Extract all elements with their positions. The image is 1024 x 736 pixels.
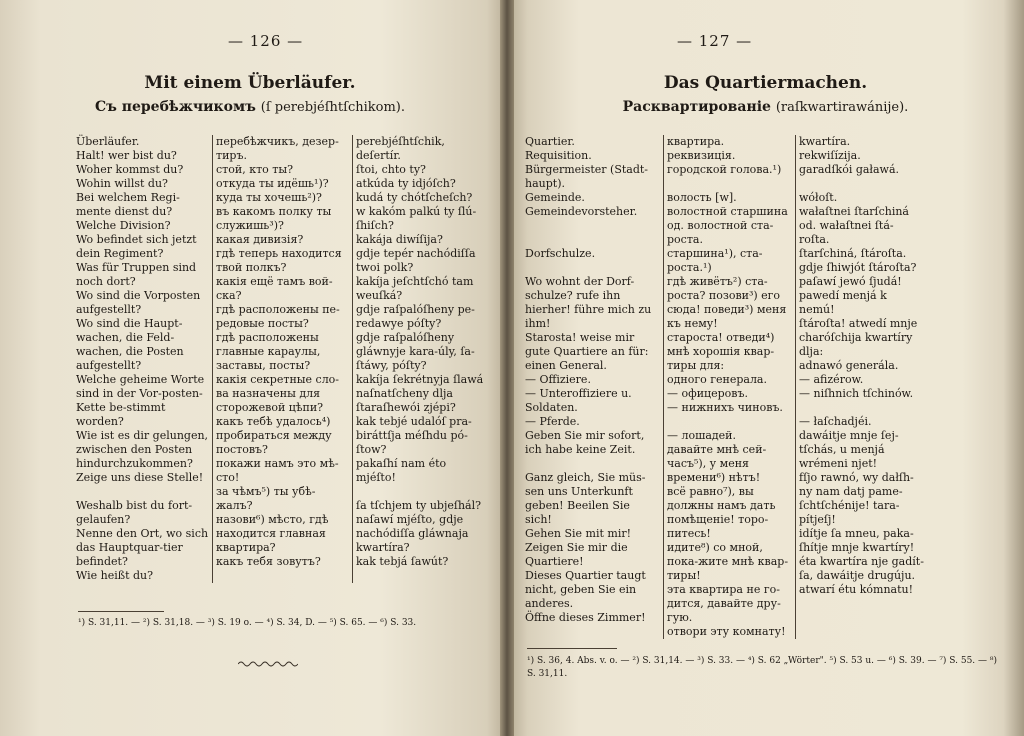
phrase-entry: kak tebjé udalóſ pra-biráttſja méſhdu pó-ſtow? [356,415,472,456]
footnote-rule [527,648,617,649]
phrase-entry: волость [w]. [667,191,737,204]
page-number: — 127 — [677,32,753,50]
phrase-entry: w kakóm palkú ty ſlú-ſhiſch? [356,205,477,232]
phrase-entry: всё равно⁷), вы должны намъ дать помѣщеніе! торо-питесь! [667,485,776,540]
phrase-entry [799,177,924,191]
phrase-entry: Was für Truppen sind noch dort? [76,261,197,288]
phrase-entry: Halt! wer bist du? [76,149,177,162]
phrase-entry [525,261,660,275]
phrase-entry [667,415,792,429]
phrase-entry: давайте мнѣ сей-часъ⁵), у меня времени⁶) нѣтъ! [667,443,767,484]
footnotes: ¹) S. 31,11. — ²) S. 31,18. — ³) S. 19 o. — ⁴) S. 34, D. — ⁵) S. 65. — ⁶) S. 33. [78,618,417,628]
phrase-entry: идите⁸) со мной, пока-жите мнѣ квар-тиры! [667,541,789,582]
phrase-entry: gdje raſpalóſheny gláwnyje kara-úly, ſa-ſtáwy, póſty? [356,331,475,372]
phrase-entry: Woher kommst du? [76,163,184,176]
phrase-entry: старшина¹), ста-роста.¹) [667,247,763,274]
phrase-entry: откуда ты идёшь¹)? [216,177,329,190]
phrase-entry: какія ещё тамъ вой-ска? [216,275,333,302]
phrase-entry: волостной старшина од. волостной ста-роста. [667,205,788,246]
phrase-entry: Dieses Quartier taugt nicht, geben Sie ein anderes. [525,569,646,610]
phrase-entry: какая дивизія? [216,233,304,246]
ornament-squiggle [238,660,298,668]
phrase-entry: отвори эту комнату! [667,625,786,638]
phrase-entry: gdje tepér nachódiſſa twoi polk? [356,247,476,274]
phrase-entry: покажи намъ это мѣ-сто! [216,457,339,484]
phrase-entry: одного генерала. [667,373,767,386]
phrase-entry: adnawó generála. [799,359,899,372]
phrase-entry: — Pferde. [525,415,580,428]
phrase-entry [525,233,660,247]
subtitle-translit: (raſkwartirawánije). [775,100,909,115]
phrase-entry: fſjo rawnó, wy dałſh-ny nam datj pame-ſchtſchénije! tara-pítjeſj! [799,471,914,526]
phrase-entry: kudá ty chótſcheſch? [356,191,473,204]
phrase-entry: Geben Sie mir sofort, ich habe keine Zeit. [525,429,645,456]
subtitle-translit: (ſ perebjéſhtſchikom). [260,100,406,115]
phrase-entry: dawáitje mnje ſej-tſchás, u menjá wrémeni njet! [799,429,899,470]
phrase-entry: atkúda ty idjóſch? [356,177,456,190]
phrase-entry: wółoſt. [799,191,838,204]
german-column [525,135,663,639]
phrase-entry: Wo sind die Vorposten aufgestellt? [76,289,201,316]
phrase-entry: Wohin willst du? [76,177,168,190]
phrase-entry: куда ты хочешь²)? [216,191,322,204]
phrase-entry: ſa tſchjem ty ubjeſhál? [356,499,482,512]
phrase-entry: гдѣ живётъ²) ста-роста? позови³) его сюда! поведи³) меня къ нему! [667,275,787,330]
phrase-entry: naſawí mjéſto, gdje nachódiſſa gláwnaja kwartíra? [356,513,469,554]
phrase-entry: perebjéſhtſchik, deſertír. [356,135,445,162]
phrase-entry: Wo befindet sich jetzt dein Regiment? [76,233,197,260]
phrase-entry: гдѣ расположены пе-редовые посты? [216,303,340,330]
section-title: Mit einem Überläufer. [144,73,356,93]
phrase-entry: Dorfschulze. [525,247,596,260]
section-subtitle [507,99,1024,115]
transliteration-column [795,135,927,639]
phrase-entry: kakája diwíſija? [356,233,443,246]
phrase-entry: Ganz gleich, Sie müs-sen uns Unterkunft geben! Beeilen Sie sich! [525,471,646,526]
phrase-entry: — лошадей. [667,429,737,442]
phrase-entry: Bürgermeister (Stadt-haupt). [525,163,649,190]
phrase-entry: — нижнихъ чиновъ. [667,401,783,414]
phrase-entry: idítje ſa mneu, paka-ſhítje mnje kwartíry! [799,527,915,554]
phrase-entry: Welche Division? [76,219,171,232]
phrase-entry: Wie heißt du? [76,569,154,582]
phrase-entry [525,457,660,471]
phrase-entry: kak tebjá ſawút? [356,555,449,568]
subtitle-russian: Расквартированіе [622,99,771,115]
phrase-entry: староста! отведи⁴) мнѣ хорошія квар-тиры для: [667,331,775,372]
phrase-entry: Weshalb bist du fort-gelaufen? [76,499,193,526]
phrase-entry: какъ тебя зовутъ? [216,555,321,568]
phrase-entry: Öffne dieses Zimmer! [525,611,646,624]
footnotes: ¹) S. 36, 4. Abs. v. o. — ²) S. 31,14. — ³) S. 33. — ⁴) S. 62 „Wörter". ⁵) S. 53 u. — ⁶) S. 39. — ⁷) S. 55. — ⁸) S. 31,11. [527,656,998,679]
section-title: Das Quartiermachen. [663,73,868,93]
phrase-entry: — niſhnich tſchinów. [799,387,914,400]
phrase-entry: — Offiziere. [525,373,591,386]
phrase-entry: kwartíra. [799,135,851,148]
phrase-entry: какія секретные сло-ва назначены для сторожевой цѣпи? [216,373,340,414]
footnote-rule [78,611,164,612]
phrase-entry: Requisition. [525,149,592,162]
phrase-entry [667,177,792,191]
phrase-entry [356,485,487,499]
phrase-columns [76,135,490,583]
phrase-entry: назови⁶) мѣсто, гдѣ находится главная квартира? [216,513,329,554]
phrase-entry: garadſkói gaławá. [799,163,900,176]
phrase-entry: gdje raſpalóſheny pe-redawye póſty? [356,303,475,330]
phrase-columns [525,135,1009,639]
phrase-entry: gdje ſhiwjót ſtároſta? paſawí jewó ſjudá! pawedí menjá k nemú! [799,261,917,316]
phrase-entry: какъ тебѣ удалось⁴) пробираться между постовъ? [216,415,332,456]
russian-column [212,135,352,583]
phrase-entry [799,401,924,415]
phrase-entry: — Unteroffiziere u. Soldaten. [525,387,632,414]
phrase-entry: éta kwartíra nje gadít-ſa, dawáitje drugúju. [799,555,924,582]
phrase-entry: ſtároſta! atwedí mnje charóſchija kwartíry dlja: [799,317,918,358]
phrase-entry: за чѣмъ⁵) ты убѣ-жалъ? [216,485,316,512]
phrase-entry: atwarí étu kómnatu! [799,583,914,596]
book-gutter [500,0,514,736]
phrase-entry: Welche geheime Worte sind in der Vor-posten-Kette be-stimmt worden? [76,373,205,428]
phrase-entry: Wie ist es dir gelungen, zwischen den Posten hindurchzukommen? [76,429,209,470]
phrase-entry: Wo wohnt der Dorf-schulze? rufe ihn hierher! führe mich zu ihm! [525,275,652,330]
phrase-entry: Gehen Sie mit mir! Zeigen Sie mir die Quartiere! [525,527,632,568]
page-number: — 126 — [228,32,304,50]
phrase-entry: wałaſtnei ſtarſchiná od. wałaſtnei ſtá-roſta. [799,205,909,246]
phrase-entry: Starosta! weise mir gute Quartiere an für: [525,331,649,358]
phrase-entry: городской голова.¹) [667,163,782,176]
phrase-entry: kakíja ſekrétnyja ſlawá naſnatſcheny dlja ſtaraſhewói zjépi? [356,373,484,414]
phrase-entry: Wo sind die Haupt-wachen, die Feld-wachen, die Posten aufgestellt? [76,317,184,372]
phrase-entry: эта квартира не го-дится, давайте дру-гую. [667,583,781,624]
phrase-entry: гдѣ расположены главные караулы, заставы, посты? [216,331,321,372]
section-subtitle [0,99,500,115]
phrase-entry: Gemeindevorsteher. [525,205,638,218]
phrase-entry: гдѣ теперь находится твой полкъ? [216,247,342,274]
phrase-entry: Quartier. [525,135,575,148]
german-column [76,135,212,583]
phrase-entry: Zeige uns diese Stelle! [76,471,204,484]
phrase-entry: rekwiſízija. [799,149,861,162]
phrase-entry: Überläufer. [76,135,140,148]
phrase-entry [76,485,209,499]
phrase-entry: Nenne den Ort, wo sich das Hauptquar-tier befindet? [76,527,209,568]
transliteration-column [352,135,490,583]
phrase-entry [525,219,660,233]
phrase-entry: — офицеровъ. [667,387,748,400]
phrase-entry: стой, кто ты? [216,163,294,176]
phrase-entry: — łaſchadjéi. [799,415,872,428]
phrase-entry: pakaſhí nam éto mjéſto! [356,457,447,484]
phrase-entry: квартира. [667,135,725,148]
phrase-entry: einen General. [525,359,607,372]
phrase-entry: реквизиція. [667,149,736,162]
phrase-entry: kakíja jeſchtſchó tam weuſká? [356,275,474,302]
phrase-entry: Gemeinde. [525,191,585,204]
phrase-entry: Bei welchem Regi-mente dienst du? [76,191,180,218]
phrase-entry: ſtarſchiná, ſtároſta. [799,247,907,260]
left-page [0,0,507,736]
russian-column [663,135,795,639]
phrase-entry: перебѣжчикъ, дезер-тиръ. [216,135,339,162]
phrase-entry: ſtoi, chto ty? [356,163,426,176]
phrase-entry: въ какомъ полку ты служишь³)? [216,205,332,232]
subtitle-russian: Съ перебѣжчикомъ [94,99,256,115]
phrase-entry: — afizérow. [799,373,864,386]
right-page [507,0,1024,736]
